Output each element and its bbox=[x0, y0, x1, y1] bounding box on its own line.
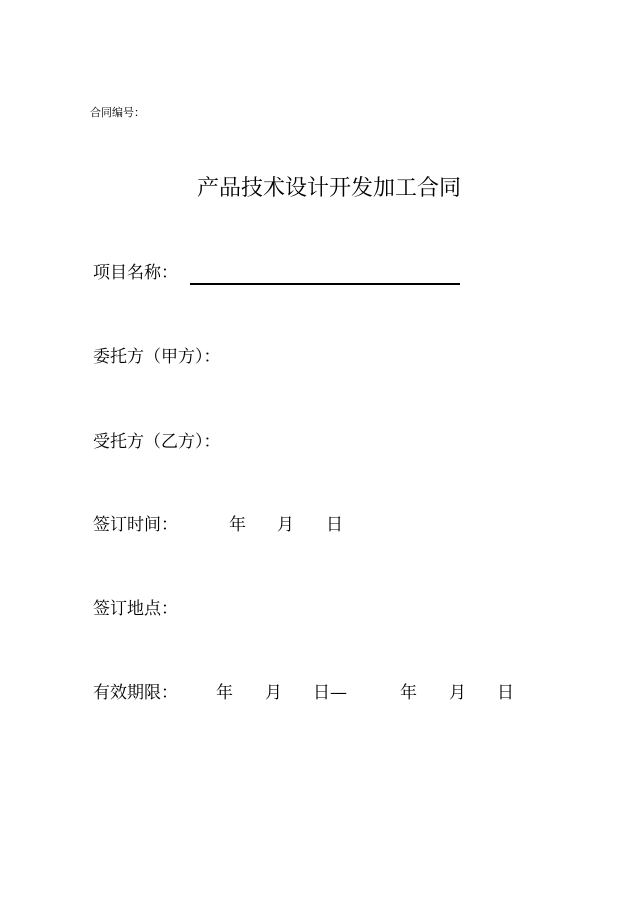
document-title: 产品技术设计开发加工合同 bbox=[196, 176, 461, 201]
contractor-field bbox=[93, 430, 221, 454]
validity-start-day-unit: 日— bbox=[313, 683, 347, 703]
validity-field bbox=[93, 681, 178, 705]
signing-place-field bbox=[93, 597, 178, 621]
contractor-label: 受托方（乙方）： bbox=[93, 432, 221, 452]
validity-start-month-unit: 月 bbox=[265, 683, 282, 703]
signing-day-unit: 日 bbox=[326, 515, 343, 535]
validity-end-year-unit: 年 bbox=[400, 683, 417, 703]
validity-end-day-unit: 日 bbox=[497, 683, 514, 703]
client-label: 委托方（甲方）： bbox=[93, 347, 221, 367]
signing-year-unit: 年 bbox=[229, 515, 246, 535]
validity-end-month-unit: 月 bbox=[449, 683, 466, 703]
signing-place-label: 签订地点： bbox=[93, 599, 178, 619]
client-field bbox=[93, 345, 221, 369]
validity-start-year-unit: 年 bbox=[216, 683, 233, 703]
project-name-field bbox=[93, 261, 178, 285]
contract-number-label: 合同编号： bbox=[90, 106, 145, 119]
project-name-blank-line bbox=[190, 283, 460, 285]
project-name-label: 项目名称： bbox=[93, 263, 178, 283]
signing-month-unit: 月 bbox=[277, 515, 294, 535]
validity-label: 有效期限： bbox=[93, 683, 178, 703]
signing-date-label: 签订时间： bbox=[93, 515, 178, 535]
signing-date-field bbox=[93, 513, 178, 537]
